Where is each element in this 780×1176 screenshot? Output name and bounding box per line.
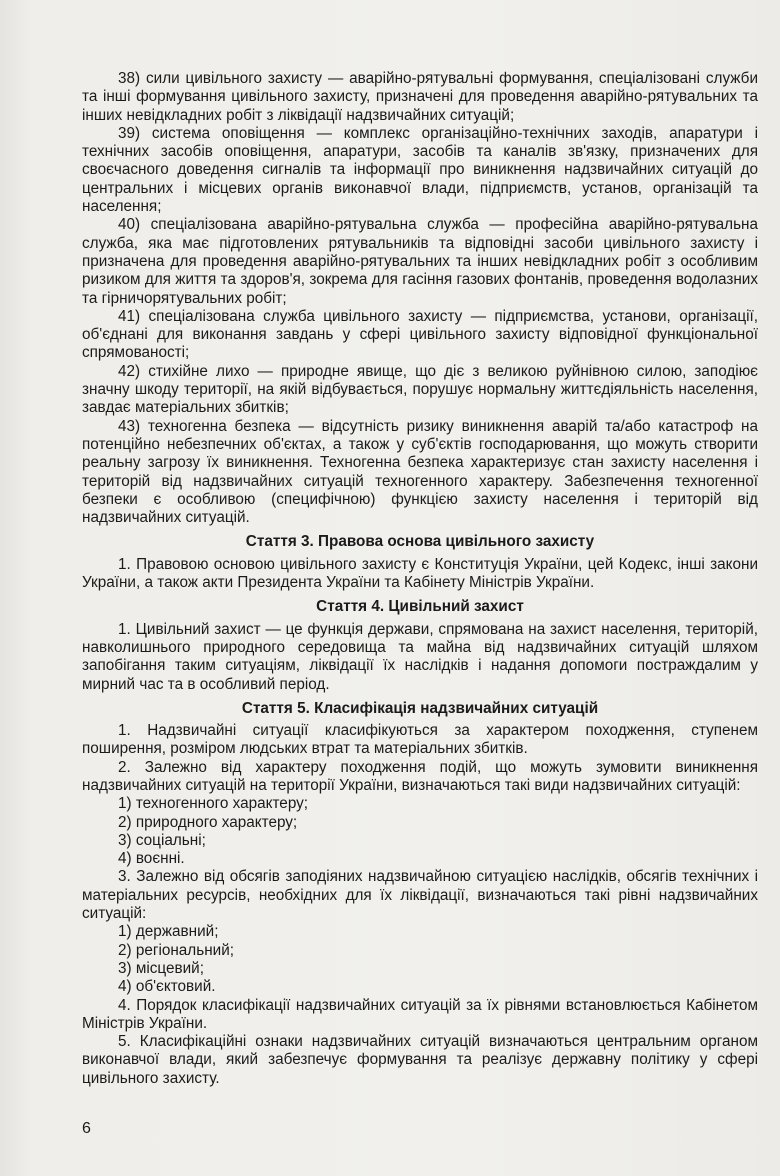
list-item: 1) державний; — [118, 923, 219, 941]
article-4-heading: Стаття 4. Цивільний захист — [316, 598, 524, 616]
page-number: 6 — [82, 1120, 91, 1137]
definition-41: 41) спеціалізована служба цивільного захисту — підприємства, установи, організації, об'єднані для виконання завдань у сфері цивільного захисту відповідної функціональної спрямованості; — [82, 307, 758, 362]
list-item: 4) об'єктовий. — [118, 978, 216, 996]
article-4-paragraph-1: 1. Цивільний захист — це функція держави, спрямована на захист населення, територій, навколишнього природного середовища та майна від надзвичайних ситуацій шляхом запобігання таким ситуаціям, ліквідації їх наслідків і надання допомоги постраждалим у мирний час та в особливий період. — [82, 620, 758, 693]
article-5-paragraph-2: 2. Залежно від характеру походження подій, що можуть зумовити виникнення надзвичайних ситуацій на території України, визначаються такі види надзвичайних ситуацій: — [82, 758, 758, 794]
article-5-paragraph-3: 3. Залежно від обсягів заподіяних надзвичайною ситуацією наслідків, обсягів технічних і матеріальних ресурсів, необхідних для їх ліквідації, визначаються такі рівні надзвичайних ситуацій: — [82, 868, 758, 923]
article-5-heading: Стаття 5. Класифікація надзвичайних ситуацій — [241, 699, 599, 717]
definition-38: 38) сили цивільного захисту — аварійно-рятувальні формування, спеціалізовані служби та інші формування цивільного захисту, призначені для проведення аварійно-рятувальних та інших невідкладних робіт з ліквідації надзвичайних ситуацій; — [82, 70, 758, 124]
article-5-paragraph-5: 5. Класифікаційні ознаки надзвичайних ситуацій визначаються центральним органом виконавчої влади, який забезпечує формування та реалізує державну політику у сфері цивільного захисту. — [82, 1033, 758, 1087]
definition-42: 42) стихійне лихо — природне явище, що діє з великою руйнівною силою, заподіює значну шкоду території, на якій відбувається, порушує нормальну життєдіяльність населення, завдає матеріальних збитків; — [82, 362, 758, 417]
page-body — [82, 70, 758, 1088]
list-item: 3) місцевий; — [118, 959, 204, 977]
definition-43: 43) техногенна безпека — відсутність ризику виникнення аварій та/або катастроф на потенційно небезпечних об'єктах, а також у суб'єктів господарювання, що можуть створити реальну загрозу їх виникнення. Техногенна безпека характеризує стан захисту населення і територій від надзвичайних ситуацій техногенного характеру. Забезпечення техногенної безпеки є особливою (специфічною) функцією захисту населення і територій від надзвичайних ситуацій. — [82, 417, 758, 527]
list-item: 1) техногенного характеру; — [118, 795, 309, 813]
article-3-heading: Стаття 3. Правова основа цивільного захисту — [245, 533, 595, 551]
definition-39: 39) система оповіщення — комплекс організаційно-технічних заходів, апаратури і технічних засобів оповіщення, апаратури, засобів та каналів зв'язку, призначених для своєчасного доведення сигналів та інформації про виникнення надзвичайних ситуацій до центральних і місцевих органів виконавчої влади, підприємств, установ, організацій та населення; — [82, 124, 758, 216]
list-item: 4) воєнні. — [118, 850, 185, 868]
list-item: 2) регіональний; — [118, 941, 234, 959]
article-5-paragraph-1: 1. Надзвичайні ситуації класифікуються за характером походження, ступенем поширення, розміром людських втрат та матеріальних збитків. — [82, 722, 758, 758]
list-item: 2) природного характеру; — [118, 813, 298, 831]
list-item: 3) соціальні; — [118, 831, 206, 849]
article-3-paragraph-1: 1. Правовою основою цивільного захисту є Конституція України, цей Кодекс, інші закони України, а також акти Президента України та Кабінету Міністрів України. — [82, 555, 758, 592]
article-5-paragraph-4: 4. Порядок класифікації надзвичайних ситуацій за їх рівнями встановлюється Кабінетом Міністрів України. — [82, 996, 758, 1032]
definition-40: 40) спеціалізована аварійно-рятувальна служба — професійна аварійно-рятувальна служба, яка має підготовлених рятувальників та відповідні засоби цивільного захисту і призначена для проведення аварійно-рятувальних та інших невідкладних робіт з особливим ризиком для життя та здоров'я, зокрема для гасіння газових фонтанів, проведення водолазних та гірничорятувальних робіт; — [82, 216, 758, 307]
